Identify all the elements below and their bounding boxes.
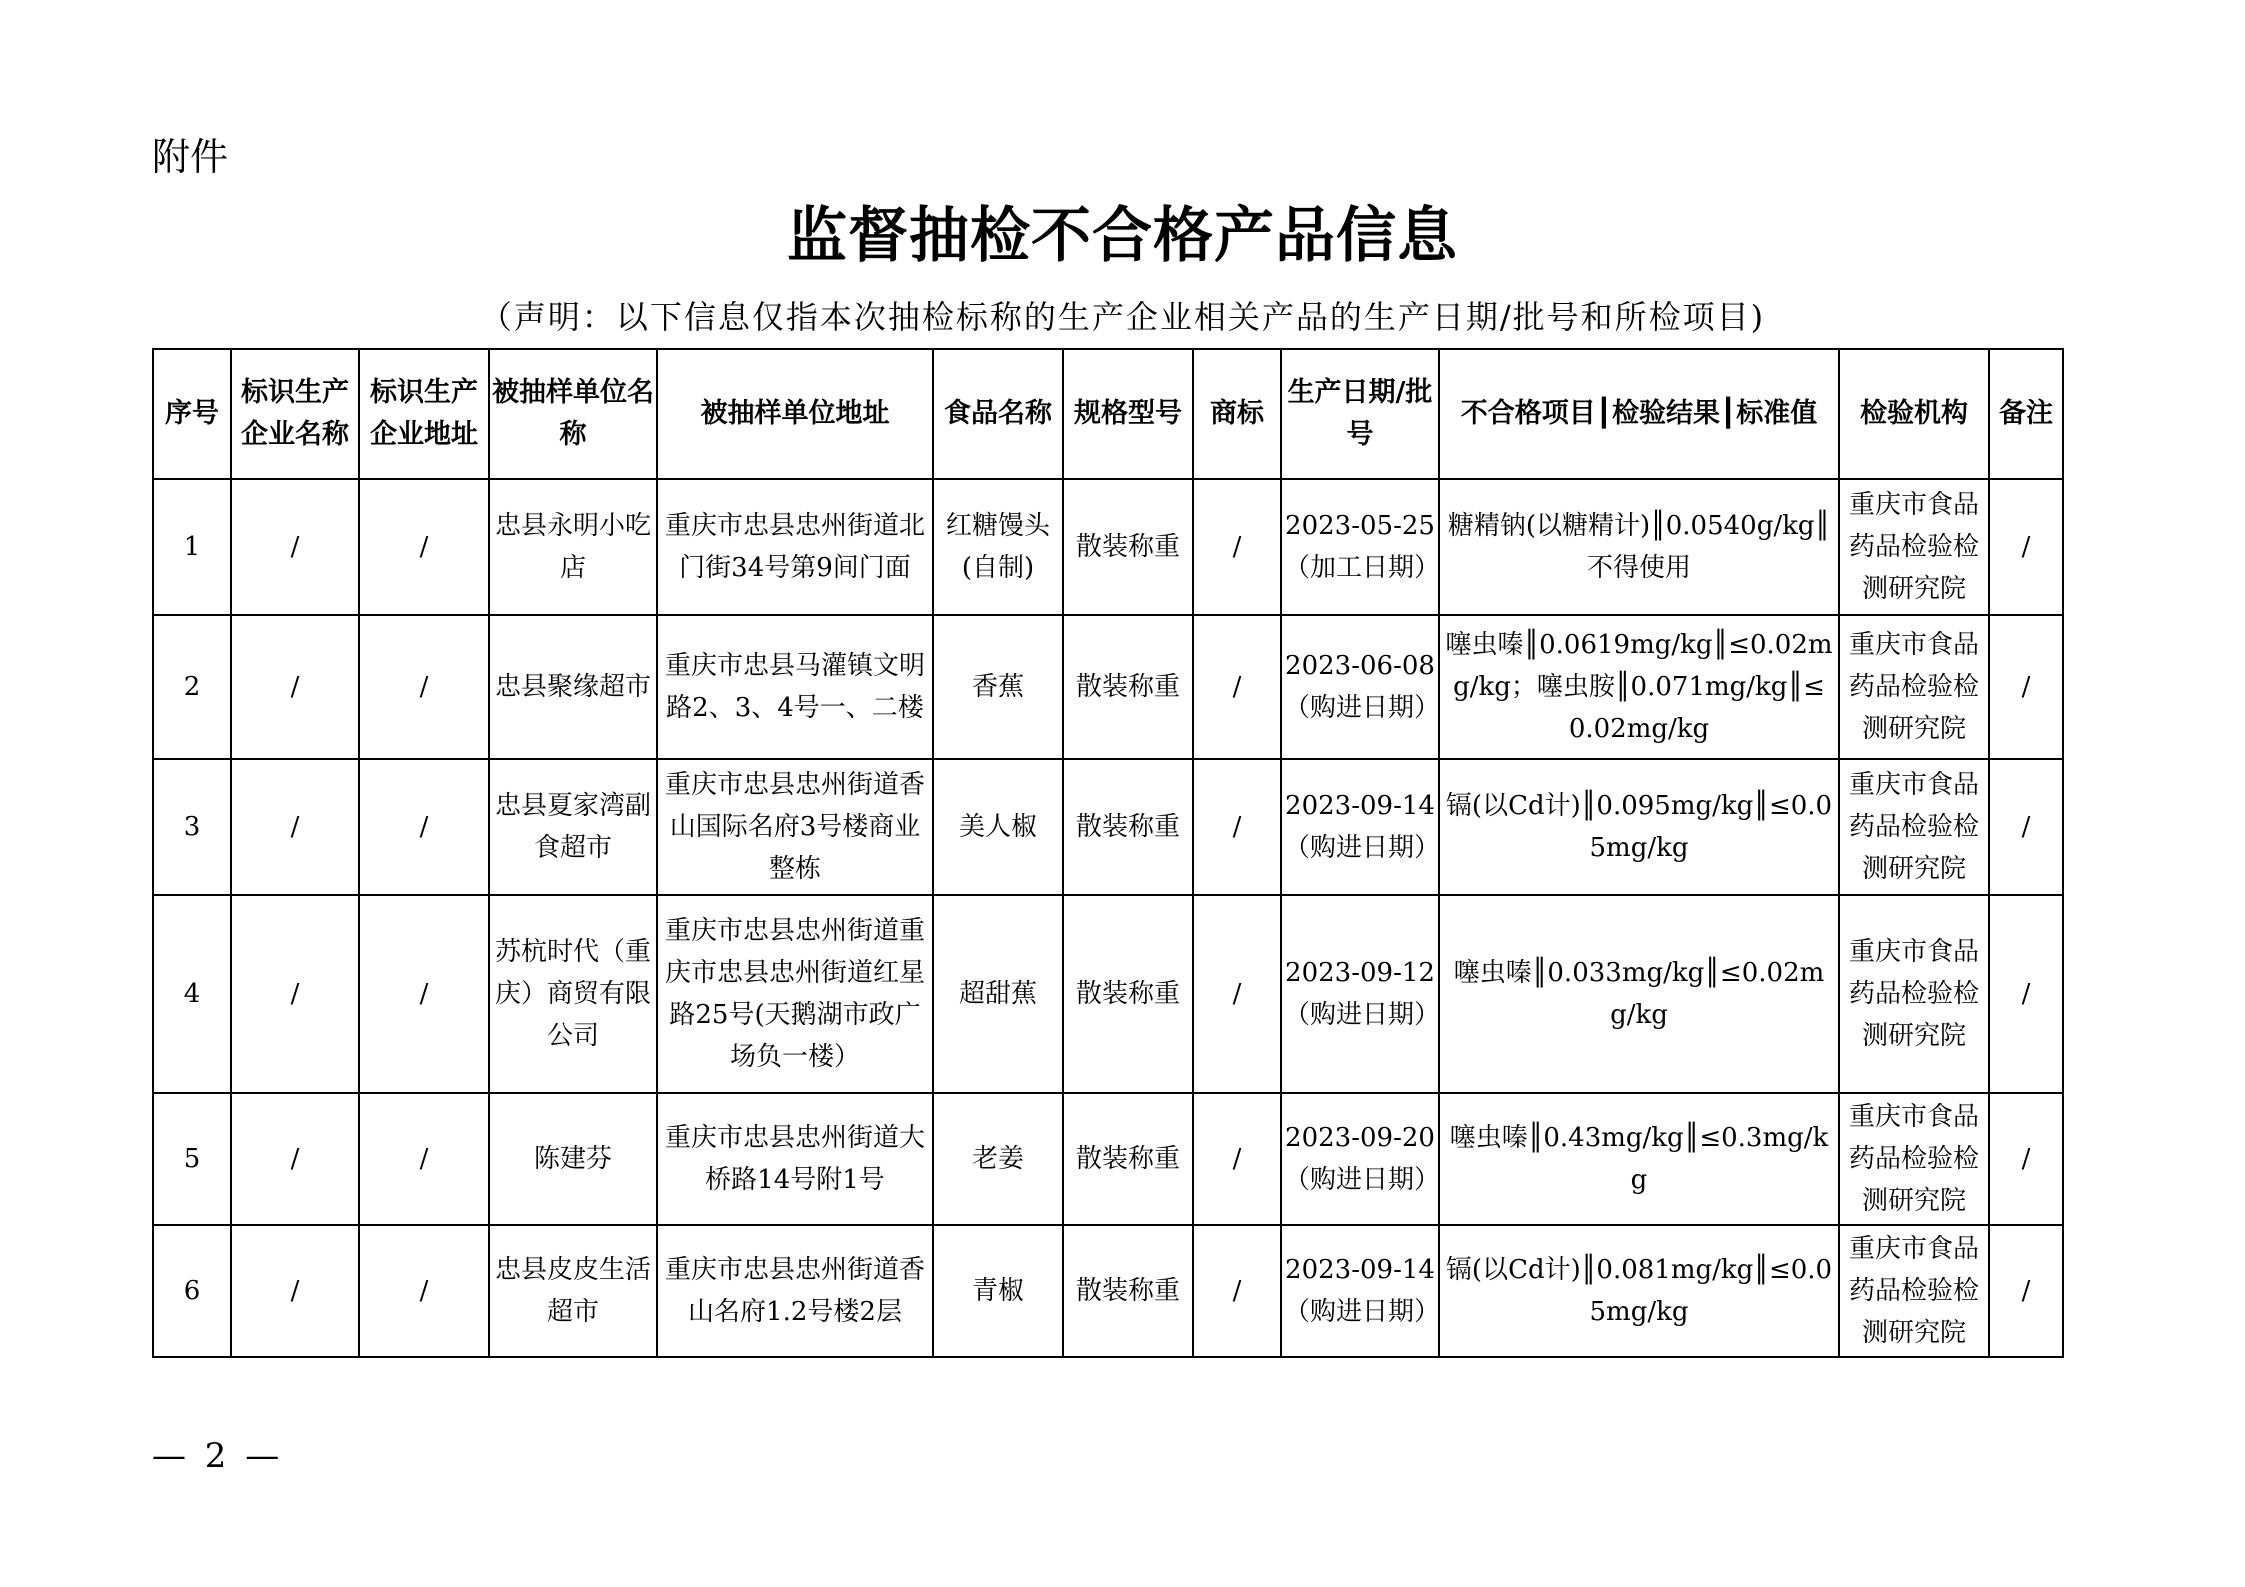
cell-serial: 1 (153, 479, 231, 615)
date-type: （加工日期） (1284, 553, 1441, 583)
cell-spec: 散装称重 (1063, 1225, 1193, 1357)
cell-sampled-unit-name: 忠县永明小吃店 (489, 479, 657, 615)
cell-failed-item: 噻虫嗪║0.033mg/kg║≤0.02mg/kg (1439, 895, 1839, 1093)
cell-sampled-unit-address: 重庆市忠县马灌镇文明路2、3、4号一、二楼 (657, 615, 933, 759)
cell-food-name: 老姜 (933, 1093, 1063, 1225)
cell-remarks: / (1989, 759, 2063, 895)
cell-sampled-unit-name: 忠县聚缘超市 (489, 615, 657, 759)
cell-production-date (1281, 895, 1439, 1093)
header-serial: 序号 (153, 349, 231, 479)
cell-inspection-org: 重庆市食品药品检验检测研究院 (1839, 1093, 1989, 1225)
table-header-row (153, 349, 2063, 479)
date-value: 2023-09-14 (1285, 1255, 1435, 1285)
cell-failed-item: 噻虫嗪║0.0619mg/kg║≤0.02mg/kg；噻虫胺║0.071mg/kg║≤0.02mg/kg (1439, 615, 1839, 759)
header-food-name: 食品名称 (933, 349, 1063, 479)
cell-manufacturer-name: / (231, 759, 359, 895)
cell-serial: 3 (153, 759, 231, 895)
cell-sampled-unit-name: 陈建芬 (489, 1093, 657, 1225)
cell-serial: 4 (153, 895, 231, 1093)
cell-manufacturer-address: / (359, 479, 489, 615)
cell-sampled-unit-address: 重庆市忠县忠州街道大桥路14号附1号 (657, 1093, 933, 1225)
cell-serial: 5 (153, 1093, 231, 1225)
date-value: 2023-09-20 (1285, 1123, 1435, 1153)
date-type: （购进日期） (1284, 833, 1441, 863)
cell-inspection-org: 重庆市食品药品检验检测研究院 (1839, 895, 1989, 1093)
cell-production-date (1281, 479, 1439, 615)
cell-production-date (1281, 615, 1439, 759)
cell-food-name: 红糖馒头(自制) (933, 479, 1063, 615)
cell-inspection-org: 重庆市食品药品检验检测研究院 (1839, 479, 1989, 615)
cell-brand: / (1193, 759, 1281, 895)
cell-manufacturer-address: / (359, 1225, 489, 1357)
table-row (153, 1225, 2063, 1357)
date-type: （购进日期） (1284, 1000, 1441, 1030)
date-value: 2023-09-12 (1285, 958, 1435, 988)
cell-remarks: / (1989, 615, 2063, 759)
cell-production-date (1281, 1225, 1439, 1357)
cell-serial: 2 (153, 615, 231, 759)
cell-manufacturer-name: / (231, 895, 359, 1093)
date-value: 2023-06-08 (1285, 651, 1435, 681)
cell-production-date (1281, 1093, 1439, 1225)
cell-spec: 散装称重 (1063, 615, 1193, 759)
table-row (153, 479, 2063, 615)
cell-remarks: / (1989, 1225, 2063, 1357)
cell-inspection-org: 重庆市食品药品检验检测研究院 (1839, 615, 1989, 759)
header-manufacturer-name: 标识生产企业名称 (231, 349, 359, 479)
date-type: （购进日期） (1284, 1165, 1441, 1195)
cell-food-name: 青椒 (933, 1225, 1063, 1357)
header-failed-item: 不合格项目┃检验结果┃标准值 (1439, 349, 1839, 479)
cell-remarks: / (1989, 1093, 2063, 1225)
header-inspection-org: 检验机构 (1839, 349, 1989, 479)
cell-remarks: / (1989, 479, 2063, 615)
cell-sampled-unit-address: 重庆市忠县忠州街道香山名府1.2号楼2层 (657, 1225, 933, 1357)
cell-inspection-org: 重庆市食品药品检验检测研究院 (1839, 759, 1989, 895)
cell-failed-item: 糖精钠(以糖精计)║0.0540g/kg║不得使用 (1439, 479, 1839, 615)
cell-food-name: 美人椒 (933, 759, 1063, 895)
header-remarks: 备注 (1989, 349, 2063, 479)
cell-manufacturer-name: / (231, 1225, 359, 1357)
table-row (153, 759, 2063, 895)
cell-spec: 散装称重 (1063, 895, 1193, 1093)
cell-production-date (1281, 759, 1439, 895)
cell-brand: / (1193, 895, 1281, 1093)
cell-spec: 散装称重 (1063, 1093, 1193, 1225)
table-row (153, 895, 2063, 1093)
cell-sampled-unit-name: 苏杭时代（重庆）商贸有限公司 (489, 895, 657, 1093)
cell-manufacturer-address: / (359, 615, 489, 759)
header-production-date: 生产日期/批号 (1281, 349, 1439, 479)
cell-sampled-unit-name: 忠县皮皮生活超市 (489, 1225, 657, 1357)
cell-manufacturer-address: / (359, 759, 489, 895)
cell-spec: 散装称重 (1063, 759, 1193, 895)
cell-remarks: / (1989, 895, 2063, 1093)
table-row (153, 1093, 2063, 1225)
inspection-results-table (152, 348, 2064, 1358)
header-spec: 规格型号 (1063, 349, 1193, 479)
date-value: 2023-09-14 (1285, 791, 1435, 821)
cell-failed-item: 镉(以Cd计)║0.081mg/kg║≤0.05mg/kg (1439, 1225, 1839, 1357)
cell-failed-item: 噻虫嗪║0.43mg/kg║≤0.3mg/kg (1439, 1093, 1839, 1225)
cell-manufacturer-address: / (359, 1093, 489, 1225)
cell-food-name: 香蕉 (933, 615, 1063, 759)
cell-brand: / (1193, 479, 1281, 615)
cell-inspection-org: 重庆市食品药品检验检测研究院 (1839, 1225, 1989, 1357)
date-type: （购进日期） (1284, 1297, 1441, 1327)
header-brand: 商标 (1193, 349, 1281, 479)
document-title: 监督抽检不合格产品信息 (787, 201, 1458, 271)
cell-manufacturer-name: / (231, 615, 359, 759)
document-statement: （声明：以下信息仅指本次抽检标称的生产企业相关产品的生产日期/批号和所检项目) (479, 298, 1766, 336)
cell-manufacturer-name: / (231, 1093, 359, 1225)
cell-food-name: 超甜蕉 (933, 895, 1063, 1093)
cell-failed-item: 镉(以Cd计)║0.095mg/kg║≤0.05mg/kg (1439, 759, 1839, 895)
cell-manufacturer-name: / (231, 479, 359, 615)
date-type: （购进日期） (1284, 693, 1441, 723)
date-value: 2023-05-25 (1285, 511, 1435, 541)
cell-brand: / (1193, 1093, 1281, 1225)
attachment-label: 附件 (152, 135, 229, 179)
header-manufacturer-address: 标识生产企业地址 (359, 349, 489, 479)
cell-sampled-unit-address: 重庆市忠县忠州街道北门街34号第9间门面 (657, 479, 933, 615)
cell-sampled-unit-name: 忠县夏家湾副食超市 (489, 759, 657, 895)
table-row (153, 615, 2063, 759)
cell-brand: / (1193, 1225, 1281, 1357)
cell-sampled-unit-address: 重庆市忠县忠州街道香山国际名府3号楼商业整栋 (657, 759, 933, 895)
cell-spec: 散装称重 (1063, 479, 1193, 615)
header-sampled-unit-address: 被抽样单位地址 (657, 349, 933, 479)
cell-serial: 6 (153, 1225, 231, 1357)
cell-sampled-unit-address: 重庆市忠县忠州街道重庆市忠县忠州街道红星路25号(天鹅湖市政广场负一楼） (657, 895, 933, 1093)
cell-brand: / (1193, 615, 1281, 759)
page-number: — 2 — (152, 1436, 284, 1476)
header-sampled-unit-name: 被抽样单位名称 (489, 349, 657, 479)
cell-manufacturer-address: / (359, 895, 489, 1093)
